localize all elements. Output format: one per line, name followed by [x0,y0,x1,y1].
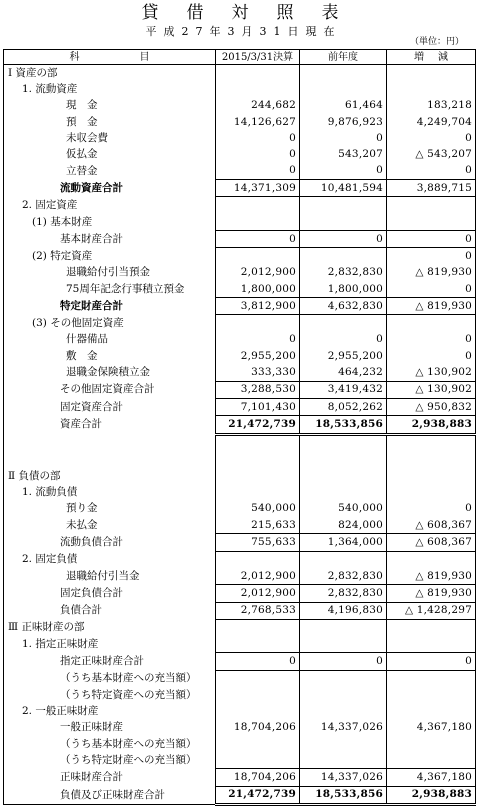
row-label: （うち特定財産への充当額） [4,752,216,769]
change-value: △ 608,367 [387,534,476,551]
current-value: 14,126,627 [216,114,300,130]
change-value: 4,367,180 [387,720,476,736]
current-value: 3,812,900 [216,298,300,315]
current-value [216,452,300,468]
balance-sheet [3,49,475,801]
balance-sheet-table [3,49,476,806]
row-label: 1. 流動負債 [4,484,216,500]
prior-value [300,248,387,265]
prior-value: 824,000 [300,517,387,534]
prior-value: 543,207 [300,146,387,162]
prior-value: 2,832,830 [300,265,387,281]
row-label: Ⅲ 正味財産の部 [4,619,216,636]
row-label [4,434,216,452]
row-label: (2) 特定資産 [4,248,216,265]
prior-value: 3,419,432 [300,381,387,398]
current-value [216,703,300,719]
row-label: 2. 固定資産 [4,197,216,214]
current-value [216,214,300,231]
change-value: △ 819,930 [387,265,476,281]
change-value [387,703,476,719]
row-label: 仮払金 [4,146,216,162]
row-label: 固定負債合計 [4,585,216,602]
change-value: △ 608,367 [387,517,476,534]
table-row [4,752,476,769]
table-row [4,736,476,752]
table-row [4,786,476,804]
prior-value [300,636,387,653]
current-value: 1,800,000 [216,281,300,298]
change-value: 0 [387,332,476,348]
table-row [4,398,476,415]
current-value: 18,704,206 [216,720,300,736]
prior-value: 464,232 [300,364,387,381]
current-value: 2,012,900 [216,568,300,585]
change-value: 0 [387,281,476,298]
prior-value [300,484,387,500]
table-row [4,687,476,703]
prior-value: 540,000 [300,501,387,517]
change-value: △ 819,930 [387,585,476,602]
row-label: 一般正味財産 [4,720,216,736]
table-row [4,452,476,468]
current-value: 2,955,200 [216,348,300,364]
change-value [387,315,476,332]
current-value [216,468,300,484]
row-label: 敷 金 [4,348,216,364]
change-value [387,65,476,82]
current-value: 2,012,900 [216,265,300,281]
prior-value: 0 [300,653,387,670]
table-row [4,568,476,585]
change-value [387,452,476,468]
row-label: 75周年記念行事積立預金 [4,281,216,298]
table-row [4,501,476,517]
prior-value: 2,832,830 [300,585,387,602]
table-row [4,130,476,146]
current-value: 3,288,530 [216,381,300,398]
prior-value [300,752,387,769]
row-label: (1) 基本財産 [4,214,216,231]
prior-value [300,197,387,214]
row-label: 現 金 [4,98,216,114]
current-value [216,687,300,703]
document-title: 貸借対照表 [141,3,367,23]
change-value: 2,938,883 [387,786,476,804]
change-value: 2,938,883 [387,416,476,434]
prior-value: 14,337,026 [300,720,387,736]
document-date: 平成27年3月31日現在 [145,25,342,38]
prior-value [300,434,387,452]
header-prior: 前年度 [300,50,387,65]
current-value [216,670,300,687]
row-label: 負債合計 [4,602,216,619]
table-row [4,670,476,687]
change-value: 0 [387,248,476,265]
table-row [4,720,476,736]
change-value: △ 819,930 [387,298,476,315]
current-value: 215,633 [216,517,300,534]
table-row [4,265,476,281]
change-value [387,214,476,231]
table-row [4,484,476,500]
row-label: Ⅰ 資産の部 [4,65,216,82]
table-row [4,517,476,534]
row-label: （うち特定資産への充当額） [4,687,216,703]
prior-value: 2,832,830 [300,568,387,585]
change-value [387,434,476,452]
table-row [4,98,476,114]
current-value: 0 [216,653,300,670]
prior-value: 8,052,262 [300,398,387,415]
table-row [4,146,476,162]
current-value [216,197,300,214]
prior-value [300,703,387,719]
current-value: 14,371,309 [216,180,300,197]
row-label: 特定財産合計 [4,298,216,315]
table-row [4,619,476,636]
table-row [4,416,476,434]
table-row [4,180,476,197]
table-row [4,534,476,551]
prior-value [300,551,387,568]
current-value [216,736,300,752]
prior-value [300,81,387,97]
change-value: △ 1,428,297 [387,602,476,619]
prior-value: 0 [300,130,387,146]
table-row [4,434,476,452]
current-value: 0 [216,163,300,180]
prior-value [300,736,387,752]
prior-value [300,452,387,468]
change-value [387,670,476,687]
change-value: 4,367,180 [387,769,476,786]
change-value: △ 130,902 [387,381,476,398]
current-value: 18,704,206 [216,769,300,786]
current-value [216,65,300,82]
current-value [216,248,300,265]
change-value: △ 819,930 [387,568,476,585]
change-value [387,484,476,500]
table-row [4,585,476,602]
header-current: 2015/3/31決算 [216,50,300,65]
row-label: その他固定資産合計 [4,381,216,398]
table-row [4,65,476,82]
change-value: 0 [387,130,476,146]
row-label: 基本財産合計 [4,230,216,247]
change-value: 0 [387,348,476,364]
current-value [216,619,300,636]
table-row [4,163,476,180]
table-row [4,364,476,381]
change-value [387,736,476,752]
row-label: 固定資産合計 [4,398,216,415]
change-value: 0 [387,501,476,517]
row-label: 未収会費 [4,130,216,146]
row-label: 負債及び正味財産合計 [4,786,216,804]
row-label: 正味財産合計 [4,769,216,786]
table-row [4,81,476,97]
change-value [387,636,476,653]
change-value: 0 [387,163,476,180]
current-value [216,434,300,452]
current-value: 755,633 [216,534,300,551]
table-row [4,230,476,247]
prior-value: 1,364,000 [300,534,387,551]
prior-value [300,670,387,687]
current-value: 7,101,430 [216,398,300,415]
row-label: 資産合計 [4,416,216,434]
prior-value: 18,533,856 [300,786,387,804]
row-label: 什器備品 [4,332,216,348]
current-value [216,752,300,769]
current-value [216,636,300,653]
change-value: 0 [387,230,476,247]
row-label [4,452,216,468]
row-label: 退職給付引当金 [4,568,216,585]
table-row [4,381,476,398]
current-value: 333,330 [216,364,300,381]
change-value [387,551,476,568]
table-row [4,332,476,348]
current-value: 21,472,739 [216,416,300,434]
current-value: 0 [216,130,300,146]
row-label: Ⅱ 負債の部 [4,468,216,484]
row-label: (3) その他固定資産 [4,315,216,332]
row-label: 預り金 [4,501,216,517]
prior-value [300,315,387,332]
current-value: 0 [216,332,300,348]
current-value: 2,768,533 [216,602,300,619]
row-label: 流動負債合計 [4,534,216,551]
row-label: 退職金保険積立金 [4,364,216,381]
current-value [216,551,300,568]
current-value [216,81,300,97]
table-row [4,602,476,619]
prior-value: 4,196,830 [300,602,387,619]
row-label: 2. 固定負債 [4,551,216,568]
row-label: 預 金 [4,114,216,130]
table-row [4,551,476,568]
prior-value [300,687,387,703]
row-label: 未払金 [4,517,216,534]
change-value: 183,218 [387,98,476,114]
prior-value: 14,337,026 [300,769,387,786]
change-value: 0 [387,653,476,670]
table-row [4,281,476,298]
prior-value: 0 [300,163,387,180]
row-label: 流動資産合計 [4,180,216,197]
table-row [4,114,476,130]
row-label: 1. 流動資産 [4,81,216,97]
prior-value: 1,800,000 [300,281,387,298]
current-value: 540,000 [216,501,300,517]
current-value [216,315,300,332]
table-row [4,468,476,484]
change-value: △ 950,832 [387,398,476,415]
row-label: （うち基本財産への充当額） [4,670,216,687]
row-label: （うち基本財産への充当額） [4,736,216,752]
prior-value [300,214,387,231]
prior-value [300,65,387,82]
current-value [216,484,300,500]
change-value: △ 130,902 [387,364,476,381]
change-value [387,752,476,769]
row-label: 2. 一般正味財産 [4,703,216,719]
table-row [4,769,476,786]
prior-value: 4,632,830 [300,298,387,315]
table-row [4,214,476,231]
table-body [4,65,476,805]
prior-value [300,619,387,636]
table-row [4,703,476,719]
prior-value: 18,533,856 [300,416,387,434]
table-row [4,315,476,332]
change-value [387,81,476,97]
table-row [4,653,476,670]
prior-value [300,468,387,484]
prior-value: 0 [300,230,387,247]
prior-value: 61,464 [300,98,387,114]
prior-value: 2,955,200 [300,348,387,364]
change-value: 4,249,704 [387,114,476,130]
table-row [4,298,476,315]
change-value [387,197,476,214]
prior-value: 0 [300,332,387,348]
prior-value: 9,876,923 [300,114,387,130]
change-value [387,468,476,484]
row-label: 指定正味財産合計 [4,653,216,670]
header-row [4,50,476,65]
unit-note: （単位：円） [409,37,464,47]
change-value [387,619,476,636]
header-subject: 科目 [4,50,216,65]
current-value: 2,012,900 [216,585,300,602]
row-label: 退職給付引当預金 [4,265,216,281]
current-value: 21,472,739 [216,786,300,804]
row-label: 立替金 [4,163,216,180]
row-label: 1. 指定正味財産 [4,636,216,653]
table-row [4,248,476,265]
current-value: 0 [216,230,300,247]
change-value: △ 543,207 [387,146,476,162]
prior-value: 10,481,594 [300,180,387,197]
change-value: 3,889,715 [387,180,476,197]
table-row [4,197,476,214]
current-value: 244,682 [216,98,300,114]
header-change: 増減 [387,50,476,65]
change-value [387,687,476,703]
table-row [4,636,476,653]
current-value: 0 [216,146,300,162]
table-row [4,348,476,364]
